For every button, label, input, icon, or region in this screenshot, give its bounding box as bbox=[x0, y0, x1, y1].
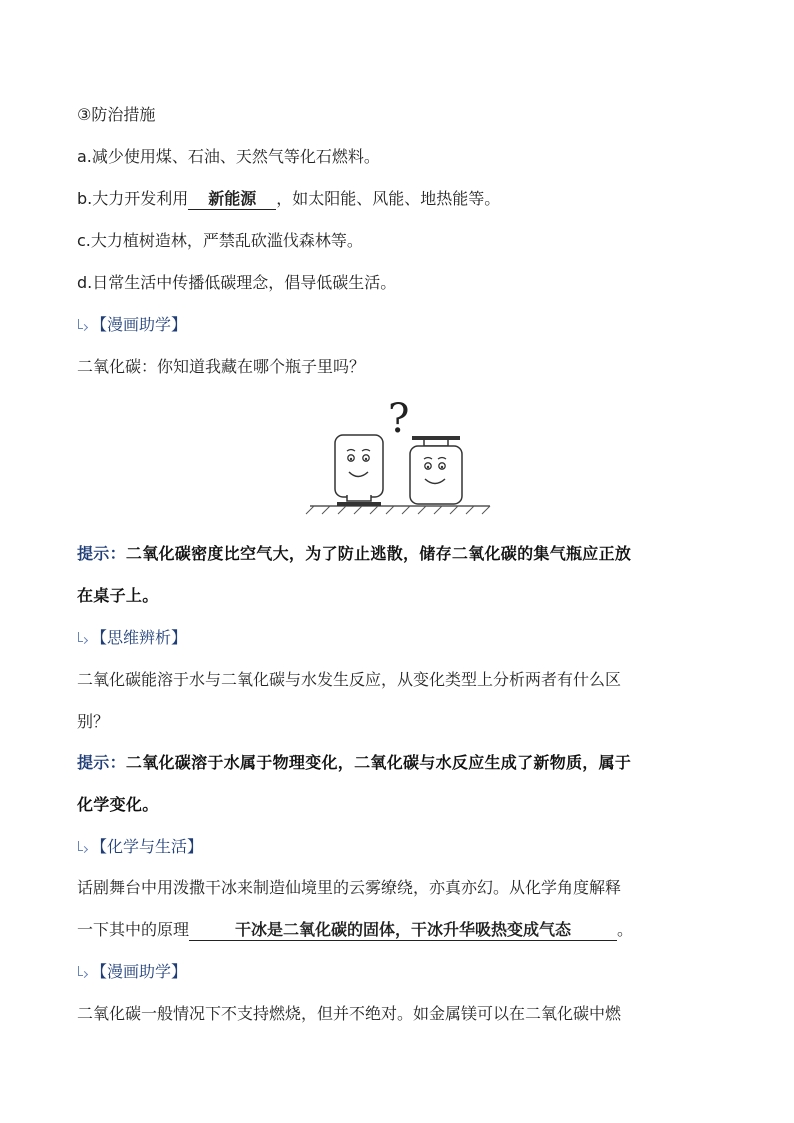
measures-heading: ③防治措施 bbox=[77, 105, 156, 124]
answer-blank-dry-ice: 干冰是二氧化碳的固体，干冰升华吸热变成气态 bbox=[189, 920, 617, 941]
bookmark-arrow-icon bbox=[77, 319, 87, 331]
upside-down-bottle bbox=[335, 435, 383, 506]
comic-1-question: 二氧化碳：你知道我藏在哪个瓶子里吗？ bbox=[77, 357, 366, 376]
answer-blank-new-energy: 新能源 bbox=[188, 189, 276, 210]
thinking-question-line-1: 二氧化碳能溶于水与二氧化碳与水发生反应，从变化类型上分析两者有什么区 bbox=[77, 670, 622, 689]
hint-text: 二氧化碳密度比空气大，为了防止逃散，储存二氧化碳的集气瓶应正放 bbox=[125, 544, 632, 563]
comic-2-text-line-1: 二氧化碳一般情况下不支持燃烧，但并不绝对。如金属镁可以在二氧化碳中燃 bbox=[77, 1004, 622, 1023]
life-question-suffix: 。 bbox=[617, 920, 634, 939]
question-mark: ? bbox=[388, 396, 410, 442]
measure-a: a.减少使用煤、石油、天然气等化石燃料。 bbox=[77, 147, 380, 166]
thinking-question-line-2: 别？ bbox=[77, 712, 110, 731]
life-question-line-2 bbox=[77, 919, 727, 941]
hint-label: 提示： bbox=[77, 753, 126, 772]
section-title: 【化学与生活】 bbox=[91, 837, 204, 856]
measure-d: d.日常生活中传播低碳理念，倡导低碳生活。 bbox=[77, 273, 397, 292]
section-title: 【漫画助学】 bbox=[91, 315, 188, 334]
measure-b bbox=[77, 188, 727, 210]
hint-label: 提示： bbox=[77, 544, 126, 563]
upright-bottle bbox=[410, 436, 462, 504]
measure-b-prefix: b.大力开发利用 bbox=[77, 189, 189, 208]
section-title: 【漫画助学】 bbox=[91, 962, 188, 981]
section-chemistry-life bbox=[77, 836, 203, 858]
cartoon-two-bottles bbox=[300, 390, 500, 520]
section-comic-1 bbox=[77, 314, 187, 336]
bookmark-arrow-icon bbox=[77, 966, 87, 978]
thinking-hint-line-1 bbox=[77, 752, 727, 774]
life-question-prefix: 一下其中的原理 bbox=[77, 920, 190, 939]
bookmark-arrow-icon bbox=[77, 841, 87, 853]
measure-b-suffix: ，如太阳能、风能、地热能等。 bbox=[276, 189, 501, 208]
life-question-line-1: 话剧舞台中用泼撒干冰来制造仙境里的云雾缭绕，亦真亦幻。从化学角度解释 bbox=[77, 878, 622, 897]
thinking-hint-line-2: 化学变化。 bbox=[77, 795, 159, 814]
comic-1-hint-line-1 bbox=[77, 543, 727, 565]
comic-1-hint-line-2: 在桌子上。 bbox=[77, 586, 159, 605]
section-comic-2 bbox=[77, 961, 187, 983]
bookmark-arrow-icon bbox=[77, 632, 87, 644]
section-title: 【思维辨析】 bbox=[91, 628, 188, 647]
measure-c: c.大力植树造林，严禁乱砍滥伐森林等。 bbox=[77, 231, 363, 250]
table-surface bbox=[306, 506, 490, 514]
section-thinking bbox=[77, 627, 187, 649]
hint-text: 二氧化碳溶于水属于物理变化，二氧化碳与水反应生成了新物质，属于 bbox=[125, 753, 632, 772]
